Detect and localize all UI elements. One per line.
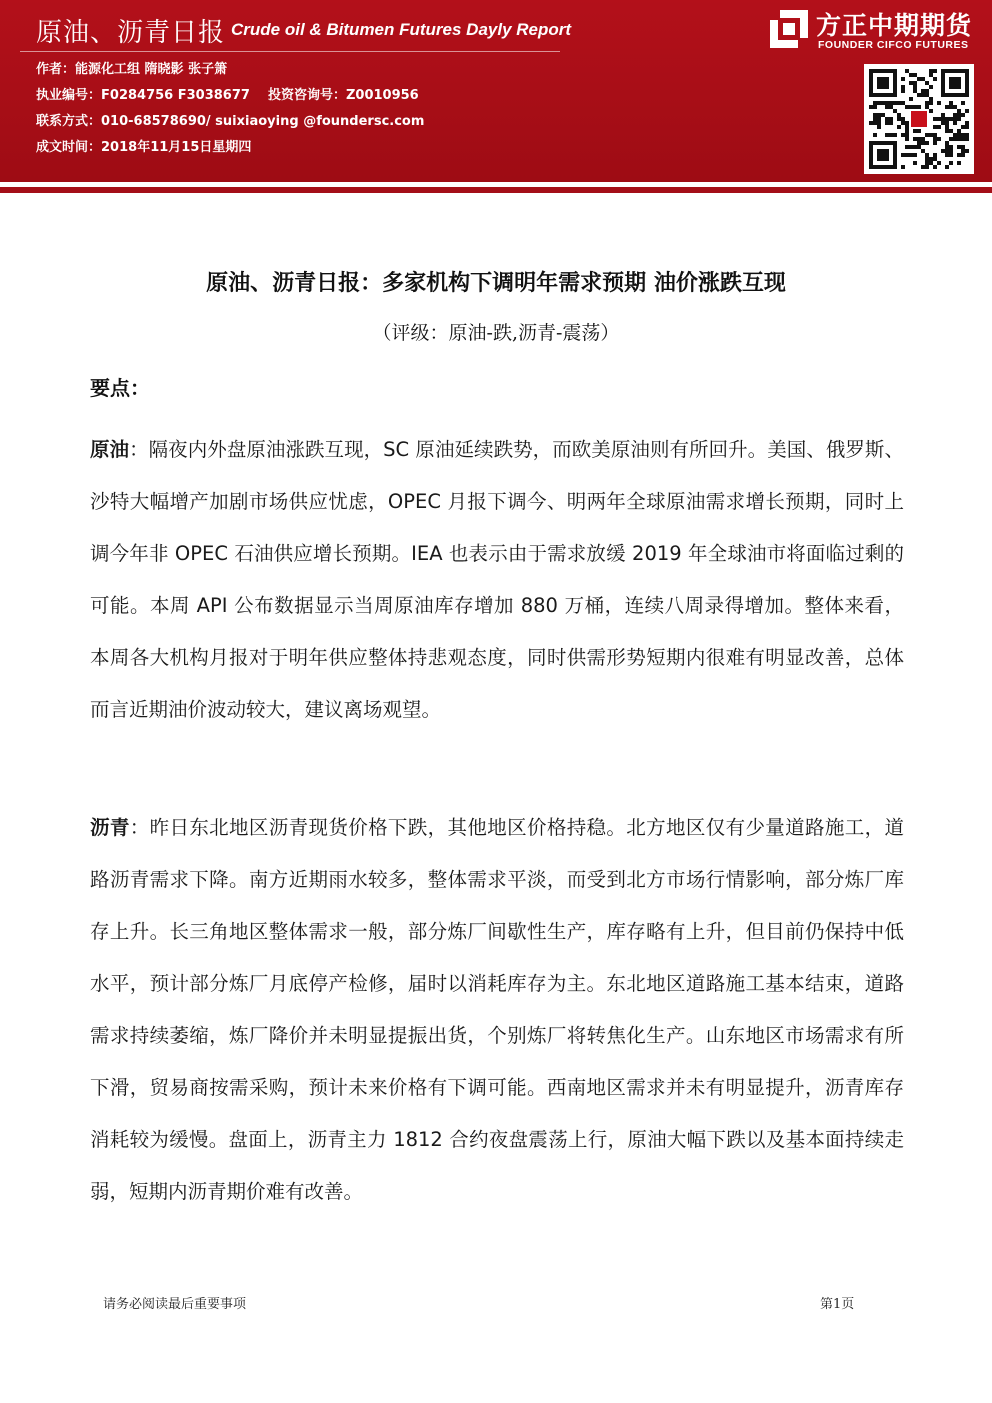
header-bottom-rule: [0, 187, 992, 193]
report-header: [0, 0, 992, 182]
date-label: 成文时间：: [36, 140, 102, 155]
document-title: 原油、沥青日报：多家机构下调明年需求预期 油价涨跌互现: [206, 271, 786, 296]
contact-line: [36, 110, 424, 129]
report-title-en: Crude oil & Bitumen Futures Dayly Report: [231, 20, 572, 39]
report-title-cn: 原油、沥青日报: [36, 18, 226, 48]
company-name-en: FOUNDER CIFCO FUTURES: [818, 39, 969, 51]
date-line: [36, 136, 251, 155]
license-label: 执业编号：: [36, 88, 102, 103]
advisory-label: 投资咨询号：: [267, 88, 346, 103]
contact-label: 联系方式：: [36, 114, 102, 129]
license-value: F0284756 F3038677: [101, 88, 250, 103]
authors-line: [36, 58, 227, 77]
advisory-value: Z0010956: [345, 88, 419, 103]
asphalt-label: 沥青: [90, 816, 130, 839]
key-points-label: 要点：: [90, 376, 150, 400]
footer-notice: 请务必阅读最后重要事项: [103, 1297, 247, 1312]
authors-label: 作者：: [36, 62, 76, 77]
asphalt-paragraph: [90, 802, 904, 1218]
company-logo: [770, 8, 984, 56]
contact-value[interactable]: 010-68578690/ suixiaoying @foundersc.com: [101, 114, 425, 129]
crude-oil-paragraph: [90, 424, 904, 736]
header-divider: [20, 51, 560, 52]
qr-code-icon: [864, 64, 974, 174]
date-value: 2018年11月15日星期四: [101, 140, 252, 155]
license-line: [36, 84, 419, 103]
crude-oil-label: 原油: [90, 438, 130, 461]
crude-oil-text: ：隔夜内外盘原油涨跌互现，SC 原油延续跌势，而欧美原油则有所回升。美国、俄罗斯、沙特大幅增产加剧市场供应忧虑，OPEC 月报下调今、明两年全球原油需求增长预期，同时上调今年非 OPEC 石油供应增长预期。IEA 也表示由于需求放缓 2019 年全球油市将面临过剩的可能。本周 API 公布数据显示当周原油库存增加 880 万桶，连续八周录得增加。整体来看，本周各大机构月报对于明年供应整体持悲观态度，同时供需形势短期内很难有明显改善，总体而言近期油价波动较大，建议离场观望。: [90, 438, 904, 721]
document-rating: （评级：原油-跌,沥青-震荡）: [372, 322, 620, 344]
company-name-cn: 方正中期期货: [816, 11, 973, 40]
asphalt-text: ：昨日东北地区沥青现货价格下跌，其他地区价格持稳。北方地区仅有少量道路施工，道路沥青需求下降。南方近期雨水较多，整体需求平淡，而受到北方市场行情影响，部分炼厂库存上升。长三角地区整体需求一般，部分炼厂间歇性生产，库存略有上升，但目前仍保持中低水平，预计部分炼厂月底停产检修，届时以消耗库存为主。东北地区道路施工基本结束，道路需求持续萎缩，炼厂降价并未明显提振出货，个别炼厂将转焦化生产。山东地区市场需求有所下滑，贸易商按需采购，预计未来价格有下调可能。西南地区需求并未有明显提升，沥青库存消耗较为缓慢。盘面上，沥青主力 1812 合约夜盘震荡上行，原油大幅下跌以及基本面持续走弱，短期内沥青期价难有改善。: [90, 816, 904, 1203]
founder-logo-icon: [770, 10, 808, 48]
authors-value: 能源化工组 隋晓影 张子箫: [75, 62, 228, 77]
page-number: 第1页: [820, 1297, 855, 1312]
